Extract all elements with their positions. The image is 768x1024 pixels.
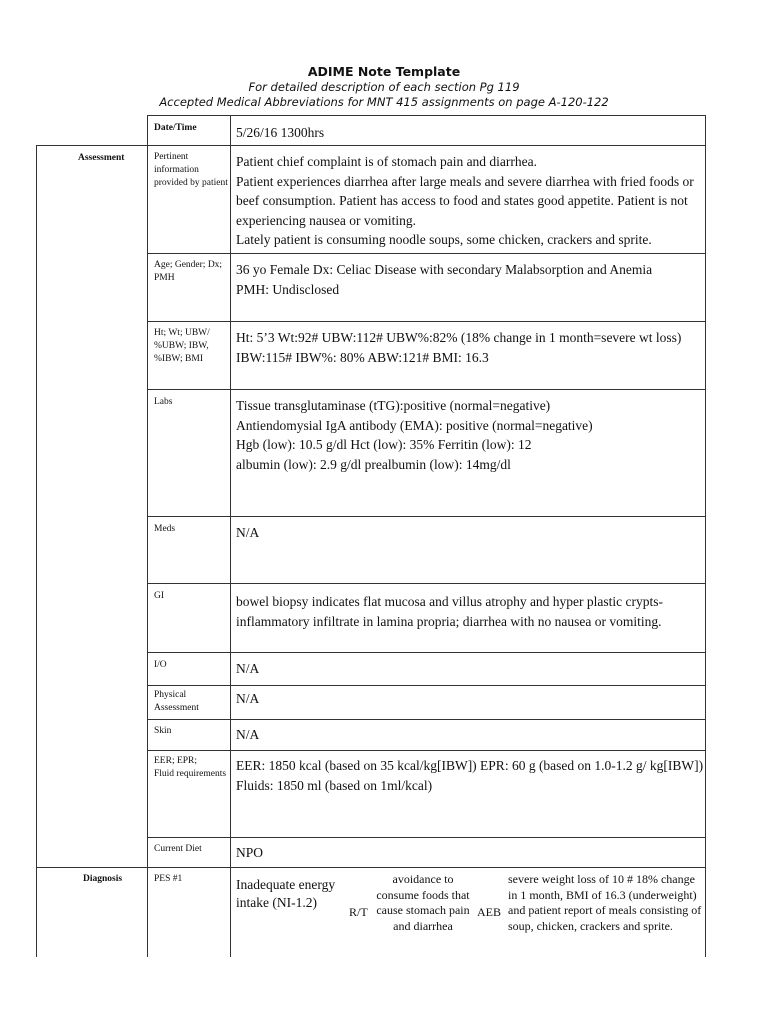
pertinent-info-value: Patient chief complaint is of stomach pain and diarrhea. Patient experiences diarrhea after large meals and severe diarrhea with fried foods or beef consumption. Patient has access to food and states good appetite. Patient is not experiencing nausea or vomiting. Lately patient is consuming noodle soups, some chicken, crackers and sprite. bbox=[236, 154, 694, 247]
current-diet-label: Current Diet bbox=[154, 844, 202, 854]
physical-assessment-label: Physical Assessment bbox=[154, 690, 199, 713]
age-gender-dx-label: Age; Gender; Dx; PMH bbox=[154, 260, 223, 283]
document-subtitle: For detailed description of each section Pg 119 bbox=[248, 80, 520, 94]
meds-label: Meds bbox=[154, 524, 176, 534]
current-diet-value: NPO bbox=[236, 845, 264, 860]
pertinent-info-label: Pertinent information provided by patient bbox=[154, 152, 228, 188]
document-subtitle-abbreviations: Accepted Medical Abbreviations for MNT 415 assignments on page A-120-122 bbox=[159, 95, 609, 109]
document-title: ADIME Note Template bbox=[307, 64, 461, 79]
skin-value: N/A bbox=[236, 727, 260, 742]
energy-protein-fluid-value: EER: 1850 kcal (based on 35 kcal/kg[IBW]) EPR: 60 g (based on 1.0-1.2 g/ kg[IBW]) Fluids: 1850 ml (based on 1ml/kcal) bbox=[236, 758, 704, 793]
io-label: I/O bbox=[154, 660, 167, 670]
column-divider bbox=[230, 115, 231, 957]
pes-problem: Inadequate energy intake (NI-1.2) bbox=[236, 877, 336, 910]
labs-value: Tissue transglutaminase (tTG):positive (normal=negative) Antiendomysial IgA antibody (EMA): positive (normal=negative) Hgb (low): 10.5 g/dl Hct (low): 35% Ferritin (low): 12 albumin (low): 2.9 g/dl prealbumin (low): 14mg/dl bbox=[236, 398, 593, 472]
column-divider bbox=[147, 115, 148, 957]
pes-label: PES #1 bbox=[154, 874, 183, 884]
assessment-section-label: Assessment bbox=[78, 153, 125, 163]
column-divider bbox=[705, 115, 706, 957]
pes-etiology: avoidance to consume foods that cause stomach pain and diarrhea bbox=[376, 872, 470, 933]
anthropometrics-label: Ht; Wt; UBW/ %UBW; IBW, %IBW; BMI bbox=[154, 328, 210, 364]
labs-label: Labs bbox=[154, 397, 173, 407]
io-value: N/A bbox=[236, 661, 260, 676]
datetime-value: 5/26/16 1300hrs bbox=[236, 125, 325, 140]
row-divider bbox=[36, 145, 706, 146]
datetime-label: Date/Time bbox=[154, 123, 197, 133]
age-gender-dx-value: 36 yo Female Dx: Celiac Disease with secondary Malabsorption and Anemia PMH: Undisclosed bbox=[236, 262, 653, 297]
row-divider bbox=[36, 867, 706, 868]
gi-value: bowel biopsy indicates flat mucosa and villus atrophy and hyper plastic crypts- inflammatory infiltrate in lamina propria; diarrhea with no nausea or vomiting. bbox=[236, 594, 664, 629]
diagnosis-section-label: Diagnosis bbox=[83, 874, 123, 884]
gi-label: GI bbox=[154, 591, 165, 601]
physical-assessment-value: N/A bbox=[236, 691, 260, 706]
meds-value: N/A bbox=[236, 525, 260, 540]
pes-as-evidenced-by: AEB bbox=[477, 905, 501, 919]
skin-label: Skin bbox=[154, 726, 172, 736]
column-divider bbox=[36, 145, 37, 957]
anthropometrics-value: Ht: 5’3 Wt:92# UBW:112# UBW%:82% (18% change in 1 month=severe wt loss) IBW:115# IBW%: 80% ABW:121# BMI: 16.3 bbox=[236, 330, 682, 365]
pes-signs-symptoms: severe weight loss of 10 # 18% change in 1 month, BMI of 16.3 (underweight) and patient report of meals consisting of soup, chicken, crackers and sprite. bbox=[508, 872, 702, 933]
pes-related-to: R/T bbox=[349, 905, 368, 919]
energy-protein-fluid-label: EER; EPR; Fluid requirements bbox=[154, 756, 227, 779]
